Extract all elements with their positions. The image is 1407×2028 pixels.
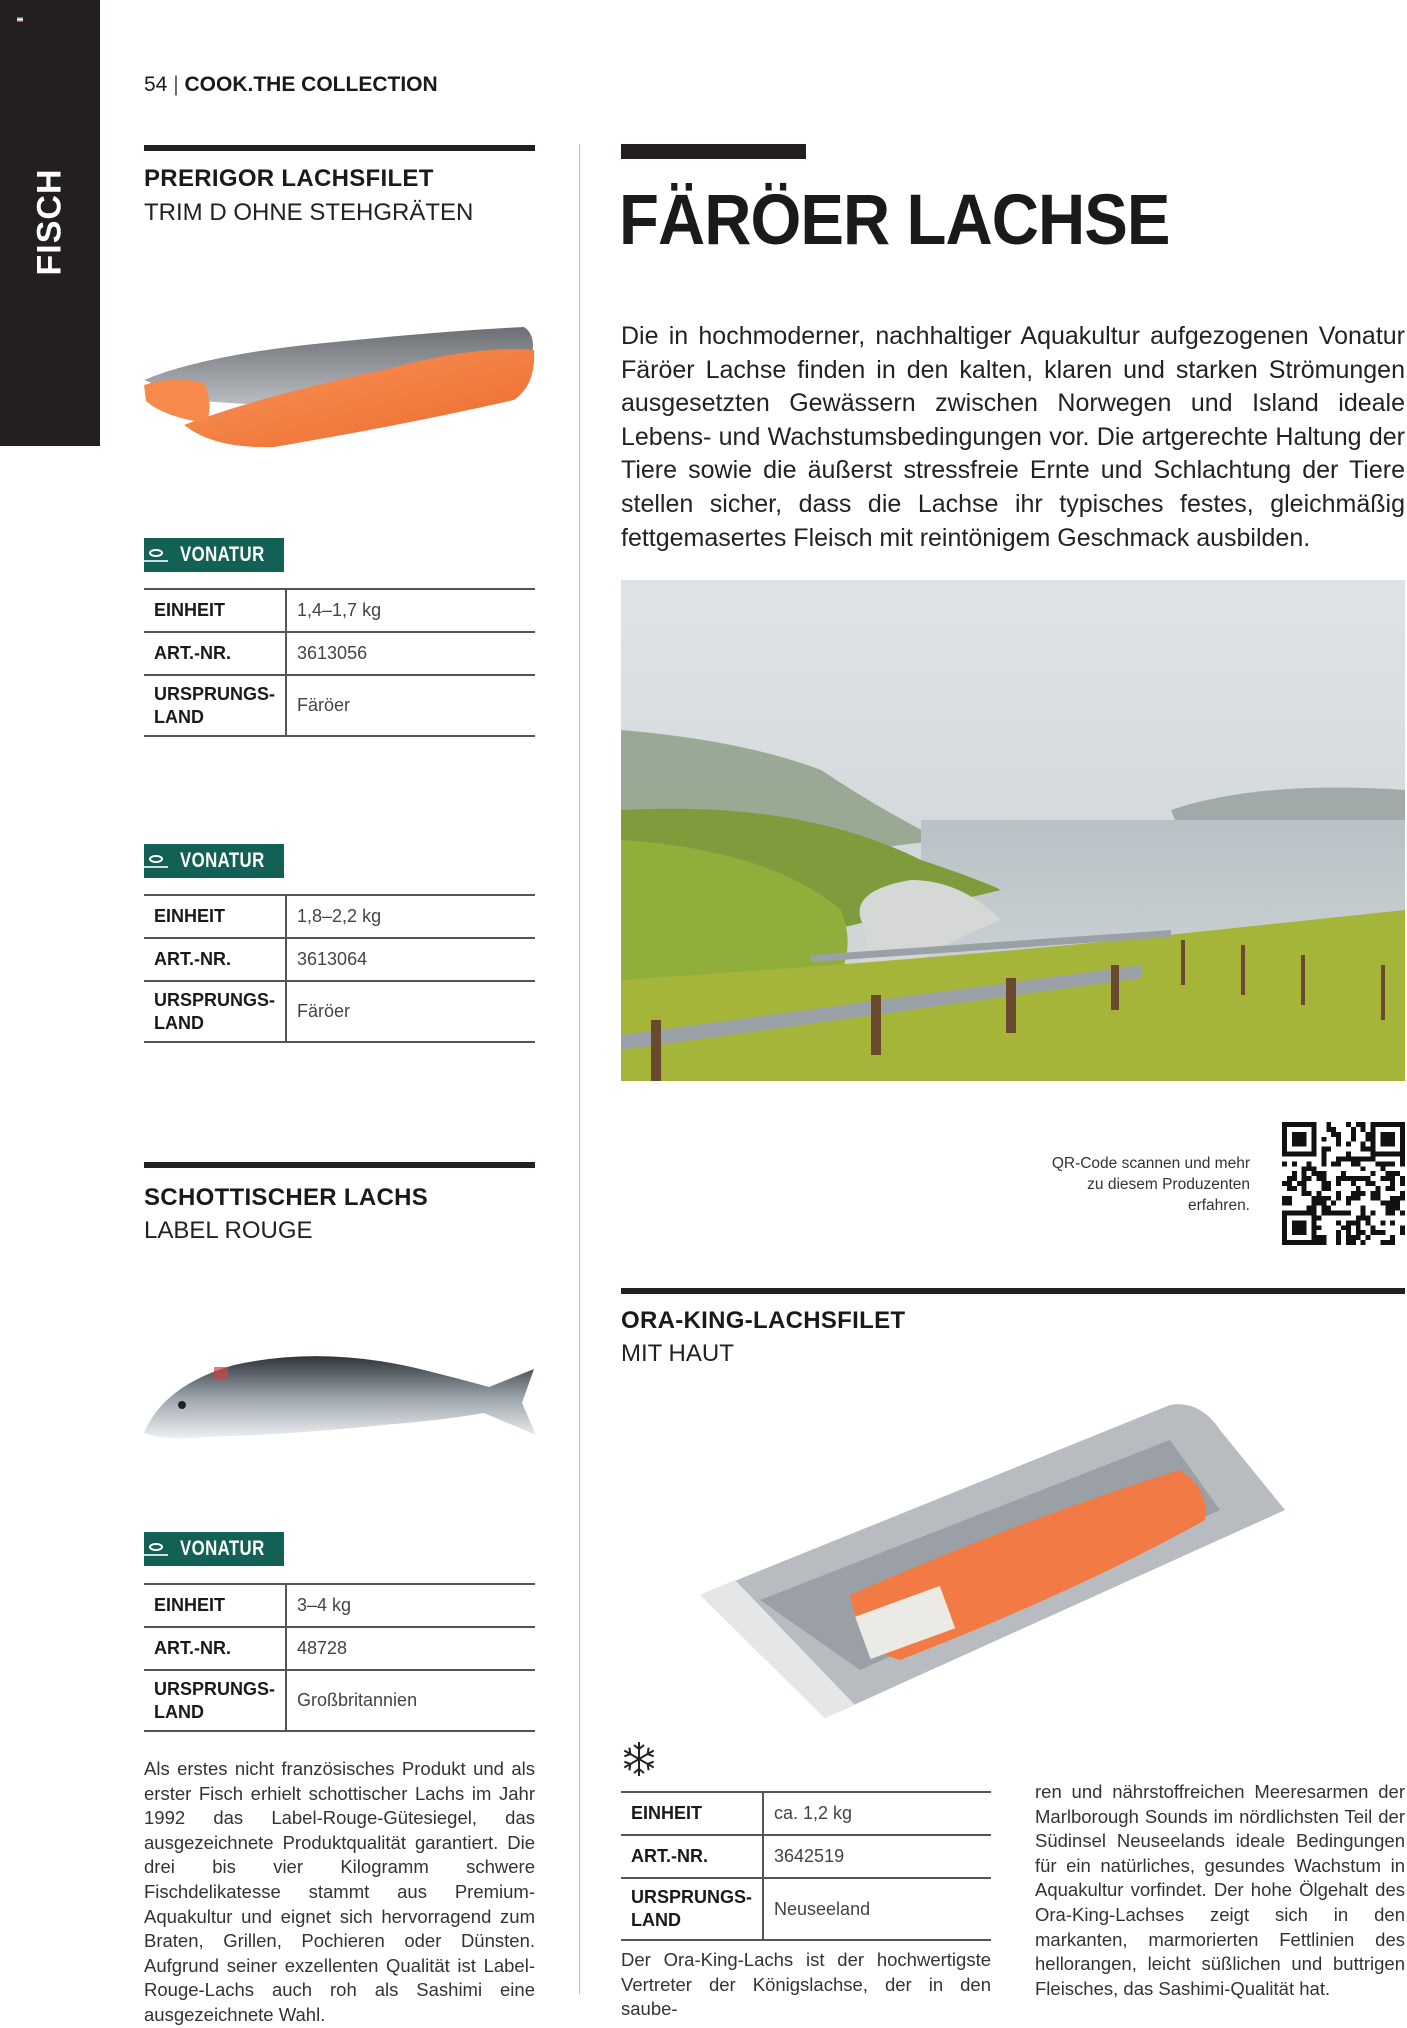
section-rule	[144, 145, 535, 151]
origin-value: Färöer	[286, 675, 535, 736]
qr-caption: QR-Code scannen und mehr zu diesem Produzenten erfahren.	[1051, 1155, 1250, 1214]
spec-table	[144, 894, 535, 1043]
badge-label: VONATUR	[180, 1537, 265, 1560]
column-divider	[579, 144, 580, 1994]
article-label: ART.-NR.	[144, 1627, 286, 1670]
article-value: 48728	[286, 1627, 535, 1670]
product-title: ORA-KING-LACHSFILET	[621, 1307, 906, 1334]
badge-label: VONATUR	[180, 849, 265, 872]
section-sidebar	[0, 0, 100, 446]
product-subtitle: MIT HAUT	[621, 1340, 734, 1367]
vonatur-badge	[144, 844, 284, 878]
faroe-landscape-photo	[621, 580, 1405, 1081]
publication-title: COOK.THE COLLECTION	[184, 73, 438, 96]
article-value: 3613064	[286, 938, 535, 981]
flag-icon	[17, 17, 23, 22]
brand-logo-icon	[144, 855, 168, 868]
origin-label: URSPRUNGS- LAND	[144, 1670, 286, 1731]
feature-intro: Die in hochmoderner, nachhaltiger Aquakultur aufgezogenen Vonatur Färöer Lachse finden in den kalten, klaren und starken Strömungen ausgesetzten Gewässern zwischen Norwegen und Island ideale Lebens- und Wachstumsbedingungen vor. Die artgerechte Haltung der Tiere sowie die äußerst stressfreie Ernte und Schlachtung der Tiere stellen sicher, dass die Lachse ihr typisches festes, gleichmäßig fettgemasertes Fleisch mit reintönigem Geschmack ausbilden.	[621, 322, 1405, 552]
unit-label: EINHEIT	[144, 589, 286, 632]
product-subtitle: LABEL ROUGE	[144, 1217, 313, 1244]
packaged-fillet-image	[700, 1400, 1285, 1718]
spec-table	[621, 1791, 991, 1941]
product-title: PRERIGOR LACHSFILET	[144, 165, 434, 192]
whole-salmon-image	[144, 1325, 536, 1445]
article-label: ART.-NR.	[621, 1835, 763, 1878]
qr-code[interactable]	[1282, 1122, 1405, 1245]
badge-label: VONATUR	[180, 543, 265, 566]
section-rule	[621, 1288, 1405, 1294]
article-value: 3613056	[286, 632, 535, 675]
unit-label: EINHEIT	[621, 1792, 763, 1835]
page-number: 54	[144, 73, 168, 96]
product-title: SCHOTTISCHER LACHS	[144, 1184, 429, 1211]
unit-value: 1,8–2,2 kg	[286, 895, 535, 938]
brand-logo-icon	[144, 1543, 168, 1556]
vonatur-badge	[144, 1532, 284, 1566]
spec-table	[144, 588, 535, 737]
origin-label: URSPRUNGS- LAND	[144, 675, 286, 736]
salmon-fillet-image	[144, 325, 536, 450]
schottisch-description: Als erstes nicht französisches Produkt und als erster Fisch erhielt schottischer Lachs im Jahr 1992 das Label-Rouge-Gütesiegel, das ausgezeichnete Produktqualität garantiert. Die drei bis vier Kilogramm schwere Fischdelikatesse stammt aus Premium-Aquakultur und eignet sich hervorragend zum Braten, Grillen, Pochieren oder Dünsten. Aufgrund seiner exzellenten Qualität ist Label-Rouge-Lachs auch roh als Sashimi eine ausgezeichnete Wahl.	[144, 1758, 535, 2025]
oraking-description-end: ren und nährstoffreichen Meeresarmen der Marlborough Sounds im nördlichsten Teil der Südinsel Neuseelands ideale Bedingungen für ein natürliches, gesundes Wachstum in Aquakultur vorfindet. Der hohe Ölgehalt des Ora-King-Lachses zeigt sich in den markanten, marmorierten Fettlinien des hellorangen, leicht süßlichen und buttrigen Fleisches, das Sashimi-Qualität hat.	[1035, 1781, 1405, 1999]
article-label: ART.-NR.	[144, 938, 286, 981]
origin-label: URSPRUNGS- LAND	[621, 1878, 763, 1940]
frozen-snowflake-icon	[621, 1740, 657, 1778]
unit-value: 1,4–1,7 kg	[286, 589, 535, 632]
origin-value: Großbritannien	[286, 1670, 535, 1731]
section-label: FISCH	[30, 168, 69, 276]
oraking-description-start: Der Ora-King-Lachs ist der hochwertigste Vertreter der Königslachse, der in den saube-	[621, 1949, 991, 2020]
title-rule	[621, 144, 806, 159]
origin-value: Färöer	[286, 981, 535, 1042]
vonatur-badge	[144, 538, 284, 572]
page-header	[144, 73, 438, 97]
unit-label: EINHEIT	[144, 1584, 286, 1627]
origin-label: URSPRUNGS- LAND	[144, 981, 286, 1042]
section-rule	[144, 1162, 535, 1168]
feature-title: FÄRÖER LACHSE	[619, 181, 1170, 260]
unit-value: 3–4 kg	[286, 1584, 535, 1627]
product-subtitle: TRIM D OHNE STEHGRÄTEN	[144, 199, 474, 226]
origin-value: Neuseeland	[763, 1878, 991, 1940]
article-label: ART.-NR.	[144, 632, 286, 675]
unit-value: ca. 1,2 kg	[763, 1792, 991, 1835]
brand-logo-icon	[144, 549, 168, 562]
unit-label: EINHEIT	[144, 895, 286, 938]
spec-table	[144, 1583, 535, 1732]
article-value: 3642519	[763, 1835, 991, 1878]
header-separator: |	[173, 73, 179, 96]
